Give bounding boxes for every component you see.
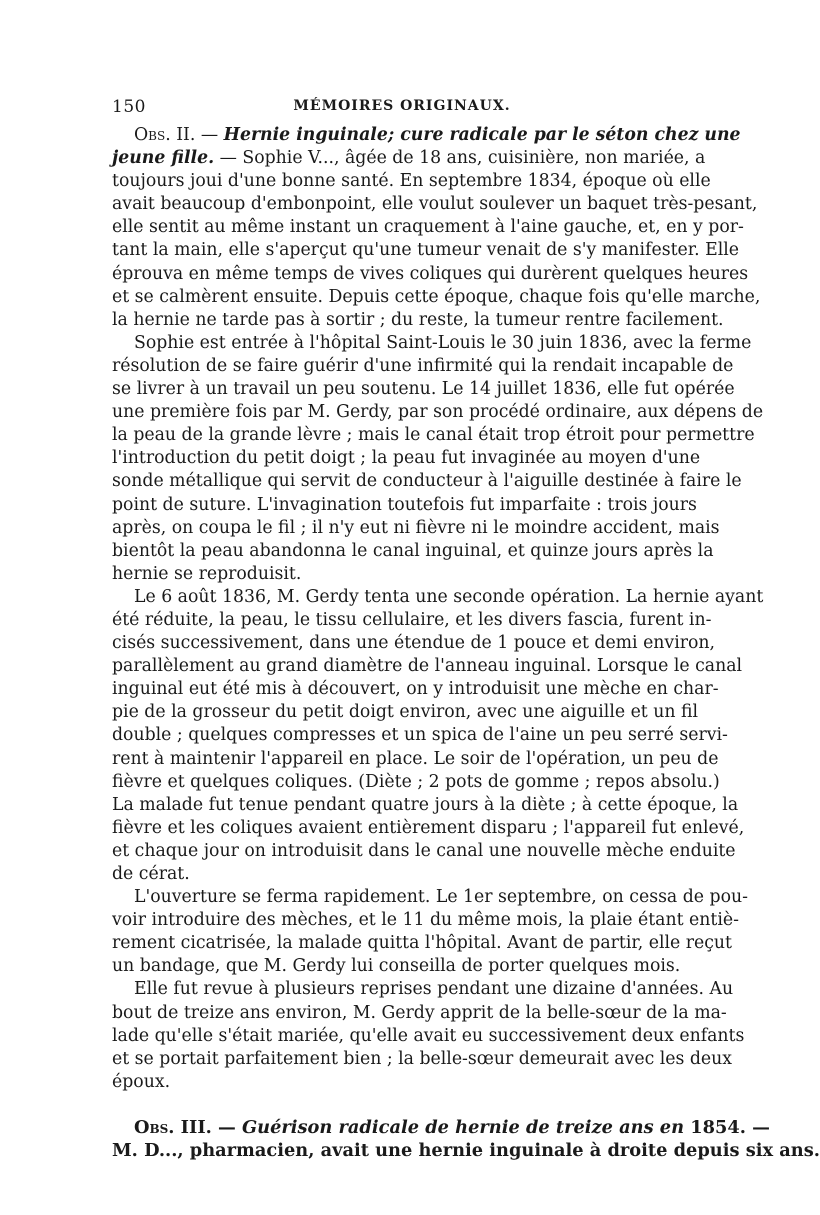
text-line: et chaque jour on introduisit dans le canal une nouvelle mèche enduite (112, 840, 736, 861)
text-line: voir introduire des mèches, et le 11 du même mois, la plaie étant entiè- (112, 910, 739, 931)
text-line: résolution de se faire guérir d'une infirmité qui la rendait incapable de (112, 355, 734, 376)
text-line: époux. (112, 1071, 171, 1092)
obs2-line-1-text: — Sophie V..., âgée de 18 ans, cuisinière, non mariée, a (219, 148, 706, 169)
text-line: La malade fut tenue pendant quatre jours à la diète ; à cette époque, la (112, 794, 739, 815)
text-line: rent à maintenir l'appareil en place. Le soir de l'opération, un peu de (112, 748, 719, 769)
text-line: inguinal eut été mis à découvert, on y introduisit une mèche en char- (112, 679, 719, 700)
text-line: se livrer à un travail un peu soutenu. Le 14 juillet 1836, elle fut opérée (112, 379, 735, 400)
text-line: Le 6 août 1836, M. Gerdy tenta une seconde opération. La hernie ayant (134, 586, 764, 607)
text-line: une première fois par M. Gerdy, par son procédé ordinaire, aux dépens de (112, 402, 764, 423)
body-text (112, 124, 820, 1162)
obs2-title: Hernie inguinale; cure radicale par le séton chez une (223, 125, 741, 145)
page-number: 150 (112, 97, 146, 117)
page-header (112, 97, 692, 121)
text-line: tant la main, elle s'aperçut qu'une tumeur venait de s'y manifester. Elle (112, 240, 739, 261)
text-line: double ; quelques compresses et un spica de l'aine un peu serré servi- (112, 725, 728, 746)
section-gap (112, 1094, 692, 1116)
text-line: lade qu'elle s'était mariée, qu'elle avait eu successivement deux enfants (112, 1025, 745, 1046)
text-line: parallèlement au grand diamètre de l'anneau inguinal. Lorsque le canal (112, 656, 743, 677)
text-line: la hernie ne tarde pas à sortir ; du reste, la tumeur rentre facilement. (112, 309, 724, 330)
obs2-label: Obs. II. — (134, 125, 219, 145)
text-line: sonde métallique qui servit de conducteur à l'aiguille destinée à faire le (112, 471, 742, 492)
text-line: bout de treize ans environ, M. Gerdy apprit de la belle-sœur de la ma- (112, 1002, 727, 1023)
text-line: toujours joui d'une bonne santé. En septembre 1834, époque où elle (112, 171, 711, 192)
text-line: été réduite, la peau, le tissu cellulaire, et les divers fascia, furent in- (112, 609, 712, 630)
text-line: elle sentit au même instant un craquement à l'aine gauche, et, en y por- (112, 217, 744, 238)
obs2-title-end: jeune fille. (112, 148, 215, 169)
obs3-line-2: M. D..., pharmacien, avait une hernie inguinale à droite depuis six ans. (112, 1140, 820, 1162)
text-line: point de suture. L'invagination toutefois fut imparfaite : trois jours (112, 494, 697, 515)
text-line: Elle fut revue à plusieurs reprises pendant une dizaine d'années. Au (134, 979, 734, 1000)
text-line: l'introduction du petit doigt ; la peau fut invaginée au moyen d'une (112, 448, 701, 469)
text-line: après, on coupa le fil ; il n'y eut ni fièvre ni le moindre accident, mais (112, 517, 720, 538)
obs3-label: Obs. III. — (134, 1116, 236, 1138)
obs3-year: 1854. — (690, 1116, 770, 1138)
text-line: hernie se reproduisit. (112, 563, 302, 584)
running-head: MÉMOIRES ORIGINAUX. (293, 98, 511, 114)
text-line: avait beaucoup d'embonpoint, elle voulut soulever un baquet très-pesant, (112, 194, 758, 215)
text-line: un bandage, que M. Gerdy lui conseilla de porter quelques mois. (112, 956, 681, 977)
text-line: la peau de la grande lèvre ; mais le canal était trop étroit pour permettre (112, 425, 755, 446)
text-line: et se portait parfaitement bien ; la belle-sœur demeurait avec les deux (112, 1048, 733, 1069)
obs2-line-1 (112, 147, 706, 170)
text-line: bientôt la peau abandonna le canal inguinal, et quinze jours après la (112, 540, 714, 561)
text-line: cisés successivement, dans une étendue de 1 pouce et demi environ, (112, 633, 716, 654)
text-line: fièvre et les coliques avaient entièrement disparu ; l'appareil fut enlevé, (112, 817, 745, 838)
text-line: et se calmèrent ensuite. Depuis cette époque, chaque fois qu'elle marche, (112, 286, 761, 307)
text-line: L'ouverture se ferma rapidement. Le 1er septembre, on cessa de pou- (134, 887, 748, 908)
text-line: rement cicatrisée, la malade quitta l'hôpital. Avant de partir, elle reçut (112, 933, 732, 954)
text-line: de cérat. (112, 864, 190, 884)
text-line: Sophie est entrée à l'hôpital Saint-Louis le 30 juin 1836, avec la ferme (134, 332, 752, 353)
text-line: éprouva en même temps de vives coliques qui durèrent quelques heures (112, 263, 749, 284)
obs2-heading-line (112, 124, 741, 147)
text-line: fièvre et quelques coliques. (Diète ; 2 pots de gomme ; repos absolu.) (112, 771, 720, 792)
obs3-heading-line (112, 1116, 770, 1139)
text-line: pie de la grosseur du petit doigt environ, avec une aiguille et un fil (112, 702, 699, 723)
obs3-title: Guérison radicale de hernie de treize ans en (242, 1116, 685, 1138)
